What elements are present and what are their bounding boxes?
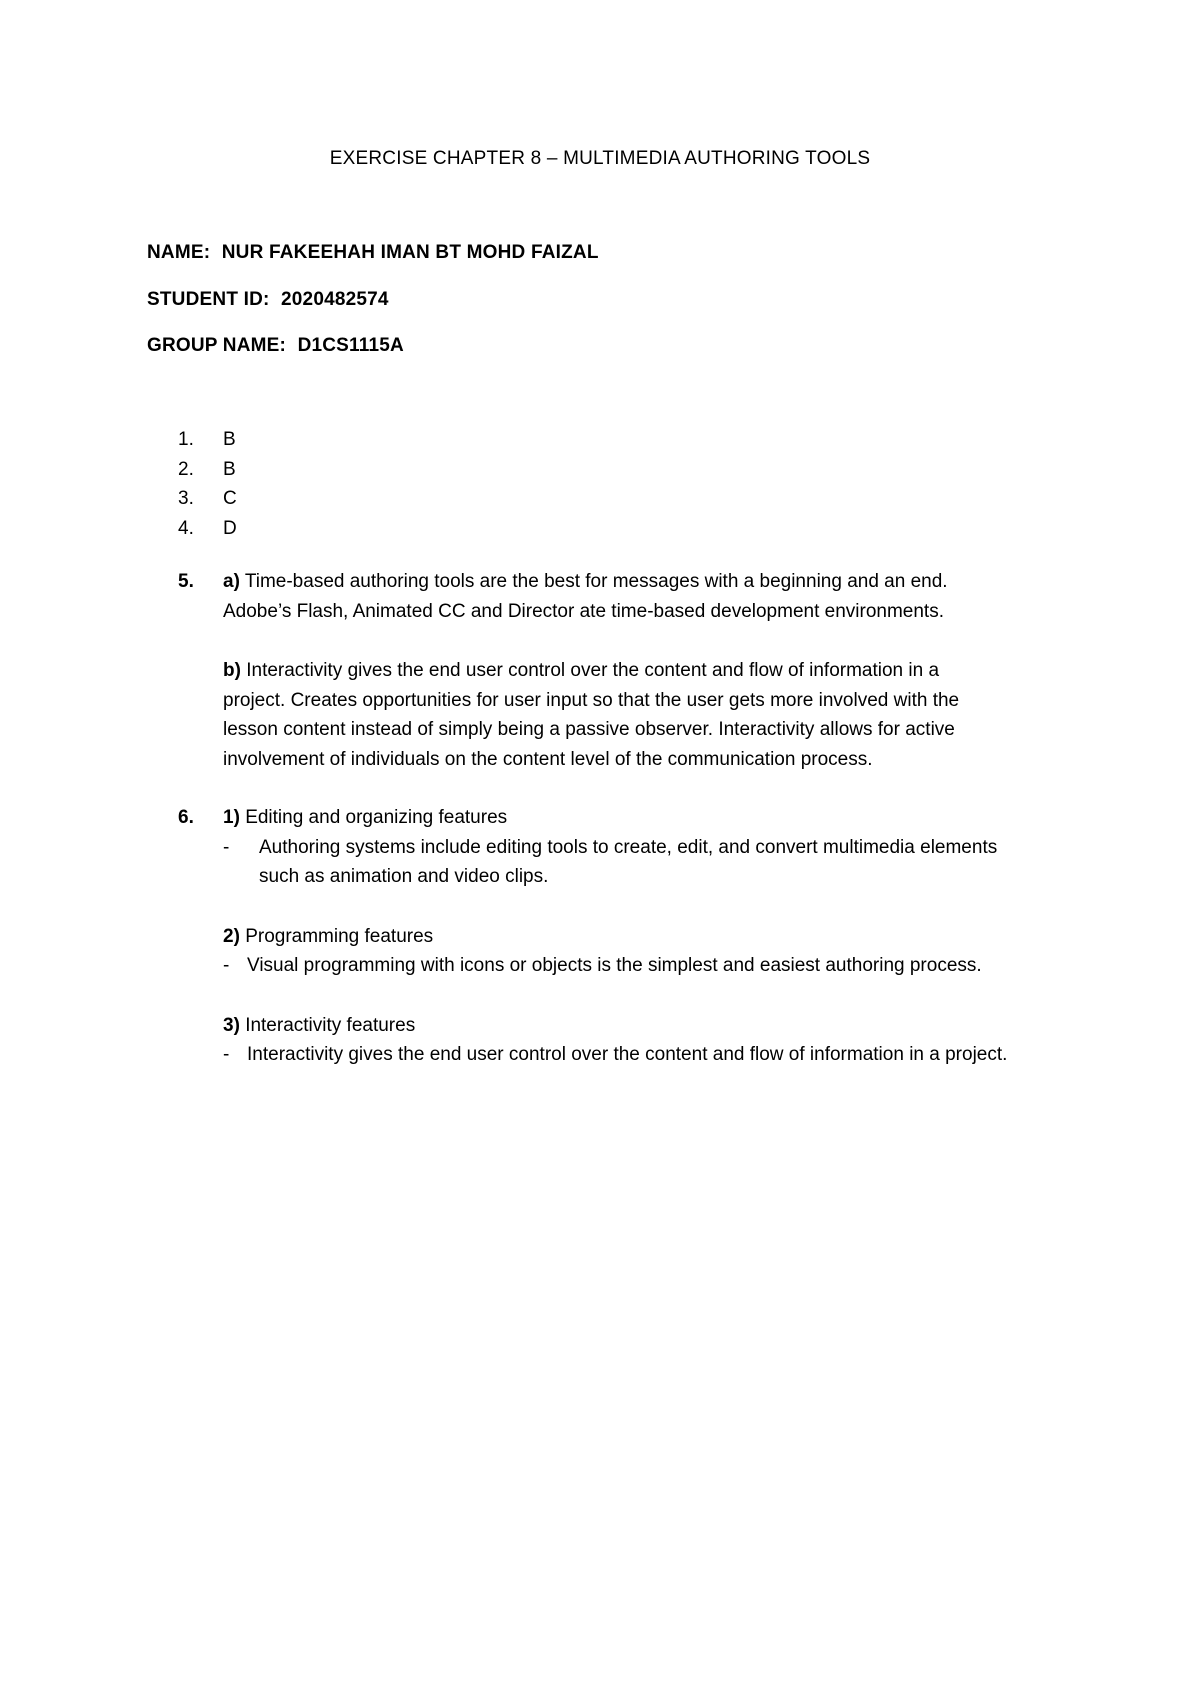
feature-1-label: 1) bbox=[223, 807, 240, 828]
group-name-label: GROUP NAME: bbox=[147, 335, 287, 356]
answer-value: C bbox=[223, 488, 237, 509]
student-name-field bbox=[147, 242, 599, 264]
answer-5b-line-2: project. Creates opportunities for user input so that the user gets more involved with the bbox=[223, 689, 960, 711]
list-item bbox=[178, 455, 237, 485]
feature-3-desc bbox=[223, 1040, 1078, 1070]
student-id-label: STUDENT ID: bbox=[147, 289, 270, 310]
spacer bbox=[223, 626, 1078, 656]
student-id-field bbox=[147, 289, 389, 311]
name-value: NUR FAKEEHAH IMAN BT MOHD FAIZAL bbox=[221, 242, 599, 263]
dash-bullet: - bbox=[223, 1044, 230, 1065]
feature-1-title: Editing and organizing features bbox=[245, 807, 508, 828]
answer-number: 3. bbox=[178, 488, 194, 509]
answer-value: B bbox=[223, 458, 236, 480]
feature-1-line-1: Authoring systems include editing tools to create, edit, and convert multimedia elements bbox=[259, 836, 998, 858]
list-item bbox=[178, 514, 237, 544]
feature-3-title: Interactivity features bbox=[245, 1014, 416, 1036]
feature-1-heading bbox=[223, 803, 1078, 833]
answer-5a-line-2: Adobe’s Flash, Animated CC and Director ate time-based development environments. bbox=[223, 600, 944, 622]
group-name-field bbox=[147, 335, 404, 357]
answer-5b-line-3: lesson content instead of simply being a passive observer. Interactivity allows for active bbox=[223, 719, 955, 740]
answer-number: 4. bbox=[178, 517, 194, 539]
feature-2-label: 2) bbox=[223, 925, 240, 947]
question-6 bbox=[178, 803, 1078, 1070]
answer-5b-label: b) bbox=[223, 660, 241, 681]
student-id-value: 2020482574 bbox=[281, 289, 389, 310]
feature-3-label: 3) bbox=[223, 1014, 240, 1036]
feature-3-text: Interactivity gives the end user control over the content and flow of information in a project. bbox=[247, 1044, 1008, 1065]
spacer bbox=[223, 892, 1078, 922]
question-5 bbox=[178, 567, 1078, 774]
answer-5a-line-1 bbox=[223, 567, 1078, 597]
list-item bbox=[178, 425, 237, 455]
dash-bullet: - bbox=[223, 836, 230, 858]
feature-1-desc bbox=[223, 833, 1078, 892]
dash-bullet: - bbox=[223, 955, 230, 976]
answer-value: B bbox=[223, 429, 236, 450]
answer-5b-line-1 bbox=[223, 656, 1078, 686]
question-6-body bbox=[223, 803, 1078, 1070]
answer-5a-label: a) bbox=[223, 571, 240, 592]
answer-number: 1. bbox=[178, 429, 194, 450]
feature-1-line-2: such as animation and video clips. bbox=[259, 866, 549, 887]
question-number: 6. bbox=[178, 807, 194, 828]
answer-5b-line-4: involvement of individuals on the content level of the communication process. bbox=[223, 748, 873, 770]
document-title: EXERCISE CHAPTER 8 – MULTIMEDIA AUTHORING TOOLS bbox=[329, 148, 871, 169]
feature-2-heading bbox=[223, 922, 1078, 952]
group-name-value: D1CS1115A bbox=[297, 335, 404, 356]
multiple-choice-answers bbox=[178, 425, 237, 543]
answer-number: 2. bbox=[178, 458, 194, 480]
feature-1-text bbox=[259, 833, 997, 892]
name-label: NAME: bbox=[147, 242, 211, 263]
spacer bbox=[223, 981, 1078, 1011]
feature-2-desc bbox=[223, 951, 1078, 981]
question-5-body bbox=[223, 567, 1078, 774]
list-item bbox=[178, 484, 237, 514]
answer-value: D bbox=[223, 517, 237, 539]
question-number: 5. bbox=[178, 571, 194, 592]
feature-2-text: Visual programming with icons or objects is the simplest and easiest authoring process. bbox=[247, 955, 982, 976]
answer-5b-text-1: Interactivity gives the end user control over the content and flow of information in a bbox=[246, 660, 940, 681]
feature-3-heading bbox=[223, 1011, 1078, 1041]
feature-2-title: Programming features bbox=[245, 925, 434, 947]
answer-5a-text-1: Time-based authoring tools are the best for messages with a beginning and an end. bbox=[244, 571, 948, 592]
